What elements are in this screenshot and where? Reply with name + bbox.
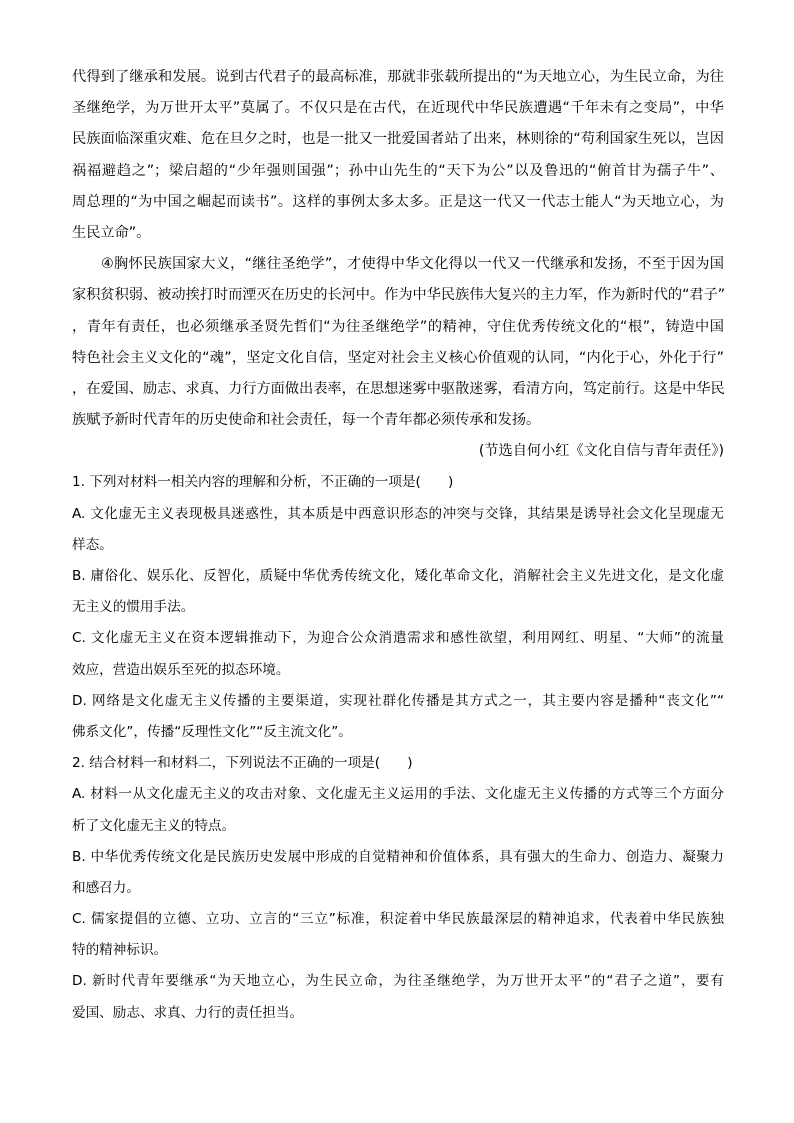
question-stem: 2. 结合材料一和材料二，下列说法不正确的一项是( ) bbox=[72, 755, 413, 772]
option-b bbox=[72, 842, 724, 904]
option-c bbox=[72, 904, 724, 966]
option-line: C. 文化虚无主义在资本逻辑推动下，为迎合公众消遣需求和感性欲望，利用网红、明星、“大师”的流量 bbox=[72, 630, 724, 647]
option-line: D. 新时代青年要继承“为天地立心，为生民立命，为往圣继绝学，为万世开太平”的“君子之道”，要有 bbox=[72, 973, 724, 990]
text-line: 圣继绝学，为万世开太平”莫属了。不仅只是在古代，在近现代中华民族遭遇“千年未有之变局”，中华 bbox=[72, 100, 724, 117]
option-line: A. 材料一从文化虚无主义的攻击对象、文化虚无主义运用的手法、文化虚无主义传播的方式等三个方面分 bbox=[72, 786, 724, 803]
source-citation: (节选自何小红《文化自信与青年责任》) bbox=[478, 443, 724, 460]
option-line: C. 儒家提倡的立德、立功、立言的“三立”标准，积淀着中华民族最深层的精神追求，代表着中华民族独 bbox=[72, 911, 724, 928]
text-line: 周总理的“为中国之崛起而读书”。这样的事例太多太多。正是这一代又一代志士能人“为天地立心，为 bbox=[72, 193, 724, 210]
option-a bbox=[72, 499, 724, 561]
text-line: 家积贫积弱、被动挨打时而湮灭在历史的长河中。作为中华民族伟大复兴的主力军，作为新时代的“君子” bbox=[72, 287, 726, 304]
text-line: 生民立命”。 bbox=[72, 224, 151, 241]
option-d bbox=[72, 686, 724, 748]
option-a bbox=[72, 779, 724, 841]
option-line: A. 文化虚无主义表现极具迷惑性，其本质是中西意识形态的冲突与交锋，其结果是诱导社会文化呈现虚无 bbox=[72, 505, 724, 522]
option-line: 佛系文化”，传播“反理性文化”“反主流文化”。 bbox=[72, 723, 352, 740]
option-line: D. 网络是文化虚无主义传播的主要渠道，实现社群化传播是其方式之一，其主要内容是播种“丧文化”“ bbox=[72, 692, 724, 709]
text-line: ，在爱国、励志、求真、力行方面做出表率，在思想迷雾中驱散迷雾，看清方向，笃定前行。这是中华民 bbox=[72, 380, 725, 397]
text-line: 族赋予新时代青年的历史使命和社会责任，每一个青年都必须传承和发扬。 bbox=[72, 412, 541, 429]
text-line: 民族面临深重灾难、危在旦夕之时，也是一批又一批爱国者站了出来，林则徐的“苟利国家生死以，岂因 bbox=[72, 131, 724, 148]
option-c bbox=[72, 623, 724, 685]
text-line: 代得到了继承和发展。说到古代君子的最高标准，那就非张载所提出的“为天地立心，为生民立命，为往 bbox=[72, 69, 724, 85]
option-line: B. 中华优秀传统文化是民族历史发展中形成的自觉精神和价值体系，具有强大的生命力、创造力、凝聚力 bbox=[72, 848, 724, 865]
option-line: 爱国、励志、求真、力行的责任担当。 bbox=[72, 1004, 304, 1021]
passage-paragraph-3 bbox=[72, 62, 724, 249]
question-stem: 1. 下列对材料一相关内容的理解和分析，不正确的一项是( ) bbox=[72, 474, 454, 491]
option-line: 特的精神标识。 bbox=[72, 942, 168, 959]
option-line: 析了文化虚无主义的特点。 bbox=[72, 817, 236, 834]
option-line: 无主义的惯用手法。 bbox=[72, 599, 195, 616]
question-1 bbox=[72, 467, 724, 748]
text-line: 特色社会主义文化的“魂”，坚定文化自信，坚定对社会主义核心价值观的认同，“内化于心，外化于行” bbox=[72, 349, 724, 366]
option-d bbox=[72, 966, 724, 1028]
text-line: ，青年有责任，也必须继承圣贤先哲们“为往圣继绝学”的精神，守住优秀传统文化的“根”，铸造中国 bbox=[72, 318, 724, 335]
option-b bbox=[72, 561, 724, 623]
option-line: 和感召力。 bbox=[72, 879, 140, 896]
option-line: B. 庸俗化、娱乐化、反智化，质疑中华优秀传统文化，矮化革命文化，消解社会主义先进文化，是文化虚 bbox=[72, 568, 724, 584]
question-2 bbox=[72, 748, 724, 1029]
text-line: 祸福避趋之”；梁启超的“少年强则国强”；孙中山先生的“天下为公”以及鲁迅的“俯首甘为孺子牛”、 bbox=[72, 162, 724, 179]
option-line: 效应，营造出娱乐至死的拟态环境。 bbox=[72, 661, 290, 678]
passage-paragraph-4 bbox=[72, 249, 724, 436]
document-page bbox=[72, 62, 724, 1029]
text-line: ④胸怀民族国家大义，“继往圣绝学”，才使得中华文化得以一代又一代继承和发扬，不至于因为国 bbox=[101, 256, 724, 273]
option-line: 样态。 bbox=[72, 536, 113, 553]
